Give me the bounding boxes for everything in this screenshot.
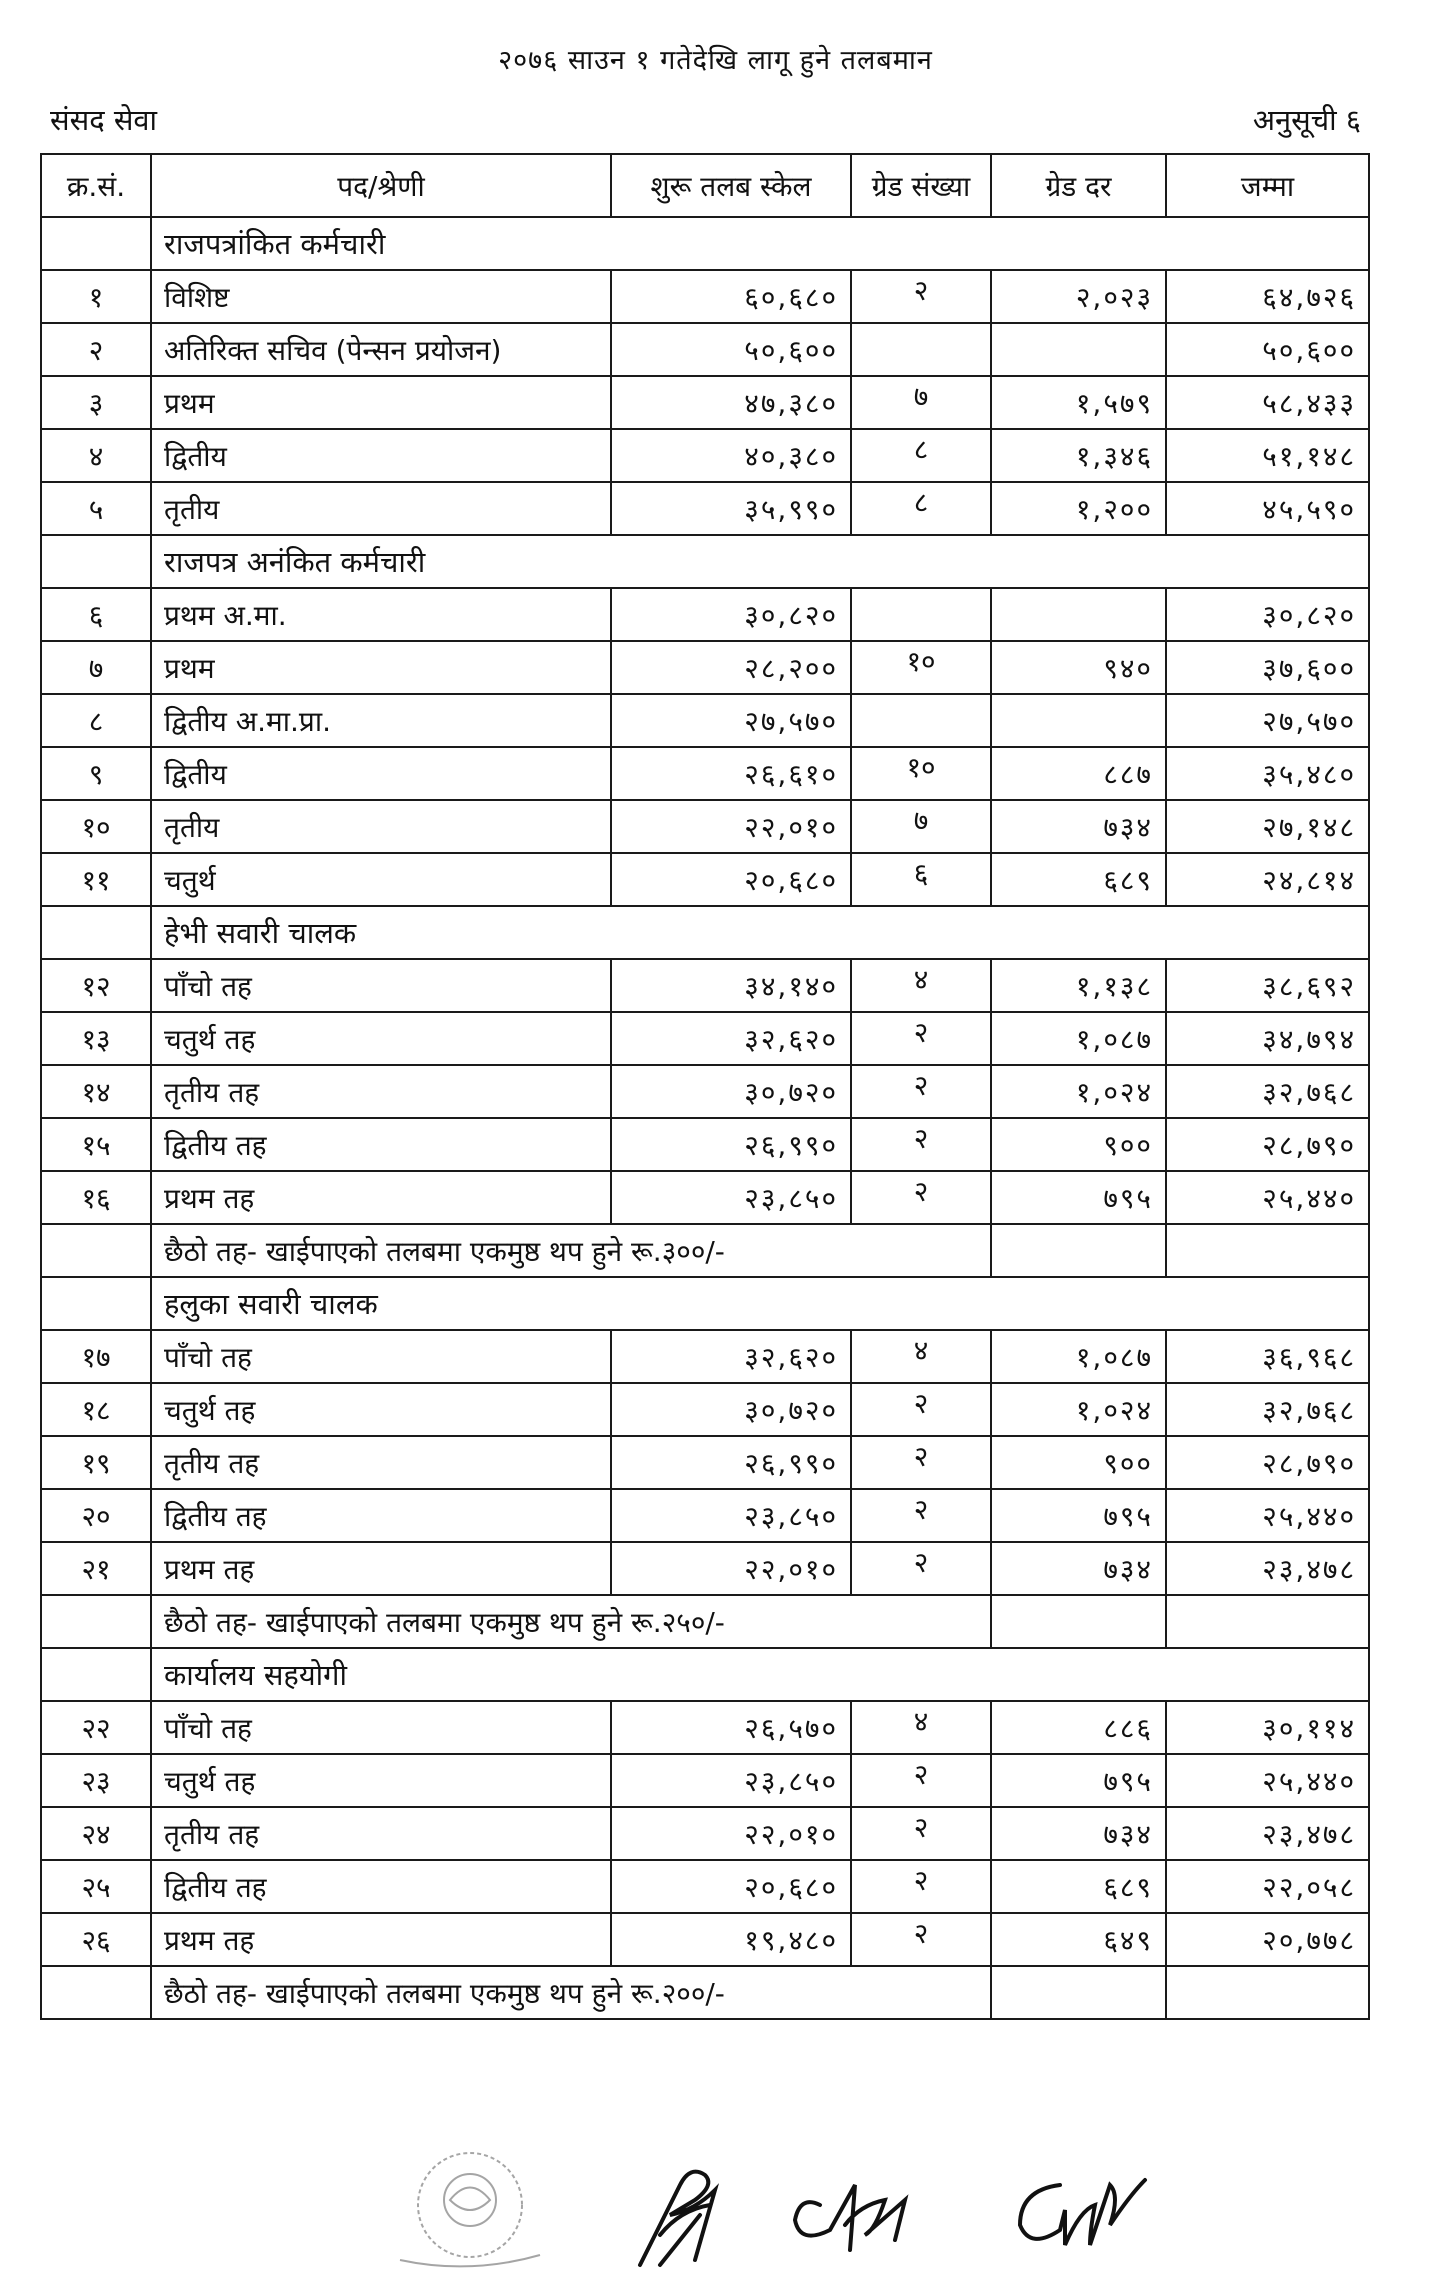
total-salary: ३२,७६८	[1166, 1383, 1369, 1436]
serial-number: २०	[41, 1489, 151, 1542]
grade-count: २	[851, 1436, 991, 1489]
total-salary: २३,४७८	[1166, 1542, 1369, 1595]
section-label: हलुका सवारी चालक	[151, 1277, 1369, 1330]
starting-salary: २२,०१०	[611, 1542, 851, 1595]
section-row	[41, 217, 1369, 270]
total-salary: ५०,६००	[1166, 323, 1369, 376]
empty-cell	[41, 535, 151, 588]
grade-rate: ७९५	[991, 1171, 1166, 1224]
table-row	[41, 482, 1369, 535]
table-row	[41, 1383, 1369, 1436]
total-salary: २५,४४०	[1166, 1754, 1369, 1807]
grade-rate: ७३४	[991, 800, 1166, 853]
grade-rate: ९००	[991, 1118, 1166, 1171]
grade-count: ८	[851, 429, 991, 482]
grade-count: २	[851, 270, 991, 323]
grade-count: २	[851, 1489, 991, 1542]
starting-salary: २३,८५०	[611, 1489, 851, 1542]
grade-rate: ९००	[991, 1436, 1166, 1489]
post-name: प्रथम	[151, 641, 611, 694]
schedule-heading: अनुसूची ६	[1252, 103, 1361, 137]
service-heading: संसद सेवा	[50, 103, 158, 137]
starting-salary: ४७,३८०	[611, 376, 851, 429]
empty-cell	[991, 1595, 1166, 1648]
table-row	[41, 1542, 1369, 1595]
grade-rate	[991, 588, 1166, 641]
note-row	[41, 1224, 1369, 1277]
empty-cell	[41, 1277, 151, 1330]
post-name: द्वितीय अ.मा.प्रा.	[151, 694, 611, 747]
empty-cell	[41, 1595, 151, 1648]
total-salary: २०,७७८	[1166, 1913, 1369, 1966]
post-name: पाँचो तह	[151, 959, 611, 1012]
section-row	[41, 535, 1369, 588]
section-label: राजपत्र अनंकित कर्मचारी	[151, 535, 1369, 588]
table-row	[41, 1012, 1369, 1065]
table-row	[41, 588, 1369, 641]
post-name: द्वितीय	[151, 747, 611, 800]
starting-salary: २०,६८०	[611, 853, 851, 906]
document-title: २०७६ साउन १ गतेदेखि लागू हुने तलबमान	[498, 45, 933, 76]
starting-salary: ४०,३८०	[611, 429, 851, 482]
grade-count: ८	[851, 482, 991, 535]
serial-number: ३	[41, 376, 151, 429]
grade-count: ६	[851, 853, 991, 906]
total-salary: ६४,७२६	[1166, 270, 1369, 323]
empty-cell	[1166, 1966, 1369, 2019]
grade-count: १०	[851, 641, 991, 694]
post-name: द्वितीय तह	[151, 1860, 611, 1913]
total-salary: २२,०५८	[1166, 1860, 1369, 1913]
table-row	[41, 1330, 1369, 1383]
table-row	[41, 323, 1369, 376]
grade-count: ७	[851, 376, 991, 429]
grade-count: ४	[851, 1330, 991, 1383]
grade-rate: १,०८७	[991, 1330, 1166, 1383]
section-label: कार्यालय सहयोगी	[151, 1648, 1369, 1701]
serial-number: १३	[41, 1012, 151, 1065]
post-name: द्वितीय तह	[151, 1118, 611, 1171]
column-header-post: पद/श्रेणी	[151, 154, 611, 217]
grade-rate: ७३४	[991, 1807, 1166, 1860]
table-row	[41, 1754, 1369, 1807]
post-name: चतुर्थ तह	[151, 1754, 611, 1807]
total-salary: ३६,९६८	[1166, 1330, 1369, 1383]
post-name: द्वितीय	[151, 429, 611, 482]
starting-salary: २३,८५०	[611, 1171, 851, 1224]
total-salary: ३०,११४	[1166, 1701, 1369, 1754]
empty-cell	[41, 1224, 151, 1277]
post-name: अतिरिक्त सचिव (पेन्सन प्रयोजन)	[151, 323, 611, 376]
serial-number: १२	[41, 959, 151, 1012]
serial-number: २१	[41, 1542, 151, 1595]
empty-cell	[41, 1966, 151, 2019]
total-salary: ५१,१४८	[1166, 429, 1369, 482]
table-row	[41, 1701, 1369, 1754]
grade-rate: १,५७९	[991, 376, 1166, 429]
empty-cell	[41, 1648, 151, 1701]
serial-number: ९	[41, 747, 151, 800]
starting-salary: २२,०१०	[611, 1807, 851, 1860]
table-row	[41, 1118, 1369, 1171]
starting-salary: २०,६८०	[611, 1860, 851, 1913]
total-salary: २७,५७०	[1166, 694, 1369, 747]
post-name: प्रथम तह	[151, 1542, 611, 1595]
serial-number: ८	[41, 694, 151, 747]
grade-count: २	[851, 1860, 991, 1913]
serial-number: ४	[41, 429, 151, 482]
serial-number: २	[41, 323, 151, 376]
table-row	[41, 1860, 1369, 1913]
note-label: छैठो तह- खाईपाएको तलबमा एकमुष्ठ थप हुने रू.२००/-	[151, 1966, 991, 2019]
table-row	[41, 800, 1369, 853]
grade-rate	[991, 323, 1166, 376]
starting-salary: ३५,९९०	[611, 482, 851, 535]
grade-count: २	[851, 1118, 991, 1171]
serial-number: १०	[41, 800, 151, 853]
post-name: तृतीय तह	[151, 1807, 611, 1860]
grade-rate: ६४९	[991, 1913, 1166, 1966]
grade-rate: २,०२३	[991, 270, 1166, 323]
serial-number: २३	[41, 1754, 151, 1807]
total-salary: ३४,७९४	[1166, 1012, 1369, 1065]
table-row	[41, 694, 1369, 747]
starting-salary: २६,९९०	[611, 1118, 851, 1171]
serial-number: १	[41, 270, 151, 323]
starting-salary: २३,८५०	[611, 1754, 851, 1807]
table-row	[41, 853, 1369, 906]
table-row	[41, 1171, 1369, 1224]
grade-rate: ७९५	[991, 1489, 1166, 1542]
starting-salary: २२,०१०	[611, 800, 851, 853]
post-name: तृतीय	[151, 800, 611, 853]
grade-rate: १,०८७	[991, 1012, 1166, 1065]
starting-salary: २६,६१०	[611, 747, 851, 800]
serial-number: १४	[41, 1065, 151, 1118]
empty-cell	[991, 1224, 1166, 1277]
total-salary: ३०,८२०	[1166, 588, 1369, 641]
column-header-start-scale: शुरू तलब स्केल	[611, 154, 851, 217]
starting-salary: २७,५७०	[611, 694, 851, 747]
grade-count: २	[851, 1065, 991, 1118]
total-salary: २३,४७८	[1166, 1807, 1369, 1860]
grade-rate: ६८९	[991, 1860, 1166, 1913]
note-row	[41, 1966, 1369, 2019]
note-label: छैठो तह- खाईपाएको तलबमा एकमुष्ठ थप हुने रू.२५०/-	[151, 1595, 991, 1648]
serial-number: ७	[41, 641, 151, 694]
serial-number: १५	[41, 1118, 151, 1171]
table-row	[41, 1913, 1369, 1966]
post-name: पाँचो तह	[151, 1330, 611, 1383]
total-salary: २७,१४८	[1166, 800, 1369, 853]
grade-rate: ८८६	[991, 1701, 1166, 1754]
starting-salary: ६०,६८०	[611, 270, 851, 323]
grade-rate: १,०२४	[991, 1383, 1166, 1436]
empty-cell	[41, 217, 151, 270]
starting-salary: ३२,६२०	[611, 1330, 851, 1383]
post-name: प्रथम अ.मा.	[151, 588, 611, 641]
section-label: हेभी सवारी चालक	[151, 906, 1369, 959]
table-row	[41, 1807, 1369, 1860]
column-header-sn: क्र.सं.	[41, 154, 151, 217]
post-name: विशिष्ट	[151, 270, 611, 323]
serial-number: २४	[41, 1807, 151, 1860]
total-salary: ३७,६००	[1166, 641, 1369, 694]
grade-rate: ८८७	[991, 747, 1166, 800]
serial-number: २२	[41, 1701, 151, 1754]
grade-count	[851, 694, 991, 747]
grade-count: १०	[851, 747, 991, 800]
grade-count: २	[851, 1383, 991, 1436]
post-name: तृतीय तह	[151, 1065, 611, 1118]
grade-count: २	[851, 1913, 991, 1966]
post-name: प्रथम तह	[151, 1913, 611, 1966]
total-salary: २८,७९०	[1166, 1436, 1369, 1489]
serial-number: १८	[41, 1383, 151, 1436]
starting-salary: ३२,६२०	[611, 1012, 851, 1065]
empty-cell	[41, 906, 151, 959]
section-label: राजपत्रांकित कर्मचारी	[151, 217, 1369, 270]
official-seal	[400, 2153, 540, 2266]
grade-rate: १,३४६	[991, 429, 1166, 482]
post-name: चतुर्थ तह	[151, 1383, 611, 1436]
column-header-grade-count: ग्रेड संख्या	[851, 154, 991, 217]
grade-count: २	[851, 1807, 991, 1860]
serial-number: २५	[41, 1860, 151, 1913]
grade-count	[851, 323, 991, 376]
empty-cell	[1166, 1595, 1369, 1648]
starting-salary: २८,२००	[611, 641, 851, 694]
grade-rate: ६८९	[991, 853, 1166, 906]
total-salary: २४,८१४	[1166, 853, 1369, 906]
post-name: चतुर्थ तह	[151, 1012, 611, 1065]
post-name: प्रथम	[151, 376, 611, 429]
grade-rate: १,१३८	[991, 959, 1166, 1012]
serial-number: १९	[41, 1436, 151, 1489]
starting-salary: ३०,७२०	[611, 1383, 851, 1436]
total-salary: ३२,७६८	[1166, 1065, 1369, 1118]
grade-rate: ९४०	[991, 641, 1166, 694]
grade-count: २	[851, 1171, 991, 1224]
signatures-handwritten	[640, 2172, 1145, 2265]
table-row	[41, 1436, 1369, 1489]
grade-count	[851, 588, 991, 641]
total-salary: ३८,६९२	[1166, 959, 1369, 1012]
starting-salary: ३४,१४०	[611, 959, 851, 1012]
signature-area	[0, 2145, 1431, 2275]
total-salary: ३५,४८०	[1166, 747, 1369, 800]
grade-count: ४	[851, 959, 991, 1012]
total-salary: २५,४४०	[1166, 1489, 1369, 1542]
table-row	[41, 641, 1369, 694]
post-name: पाँचो तह	[151, 1701, 611, 1754]
grade-count: ७	[851, 800, 991, 853]
section-row	[41, 1277, 1369, 1330]
grade-rate	[991, 694, 1166, 747]
starting-salary: ३०,८२०	[611, 588, 851, 641]
starting-salary: २६,९९०	[611, 1436, 851, 1489]
grade-count: २	[851, 1754, 991, 1807]
section-row	[41, 1648, 1369, 1701]
note-row	[41, 1595, 1369, 1648]
grade-rate: १,०२४	[991, 1065, 1166, 1118]
table-body	[41, 217, 1369, 2019]
grade-count: २	[851, 1012, 991, 1065]
serial-number: ६	[41, 588, 151, 641]
total-salary: ५८,४३३	[1166, 376, 1369, 429]
grade-rate: १,२००	[991, 482, 1166, 535]
table-row	[41, 747, 1369, 800]
column-header-grade-rate: ग्रेड दर	[991, 154, 1166, 217]
grade-count: ४	[851, 1701, 991, 1754]
post-name: द्वितीय तह	[151, 1489, 611, 1542]
starting-salary: ३०,७२०	[611, 1065, 851, 1118]
post-name: तृतीय तह	[151, 1436, 611, 1489]
note-label: छैठो तह- खाईपाएको तलबमा एकमुष्ठ थप हुने रू.३००/-	[151, 1224, 991, 1277]
starting-salary: १९,४८०	[611, 1913, 851, 1966]
section-row	[41, 906, 1369, 959]
table-row	[41, 270, 1369, 323]
table-row	[41, 1489, 1369, 1542]
table-row	[41, 376, 1369, 429]
post-name: चतुर्थ	[151, 853, 611, 906]
starting-salary: २६,५७०	[611, 1701, 851, 1754]
grade-count: २	[851, 1542, 991, 1595]
serial-number: २६	[41, 1913, 151, 1966]
table-row	[41, 959, 1369, 1012]
table-row	[41, 429, 1369, 482]
grade-rate: ७३४	[991, 1542, 1166, 1595]
serial-number: १६	[41, 1171, 151, 1224]
grade-rate: ७९५	[991, 1754, 1166, 1807]
table-row	[41, 1065, 1369, 1118]
column-header-total: जम्मा	[1166, 154, 1369, 217]
serial-number: ५	[41, 482, 151, 535]
serial-number: ११	[41, 853, 151, 906]
total-salary: २५,४४०	[1166, 1171, 1369, 1224]
total-salary: ४५,५९०	[1166, 482, 1369, 535]
post-name: प्रथम तह	[151, 1171, 611, 1224]
empty-cell	[991, 1966, 1166, 2019]
empty-cell	[1166, 1224, 1369, 1277]
serial-number: १७	[41, 1330, 151, 1383]
salary-table	[40, 153, 1370, 2020]
table-header-row	[41, 154, 1369, 217]
starting-salary: ५०,६००	[611, 323, 851, 376]
post-name: तृतीय	[151, 482, 611, 535]
total-salary: २८,७९०	[1166, 1118, 1369, 1171]
